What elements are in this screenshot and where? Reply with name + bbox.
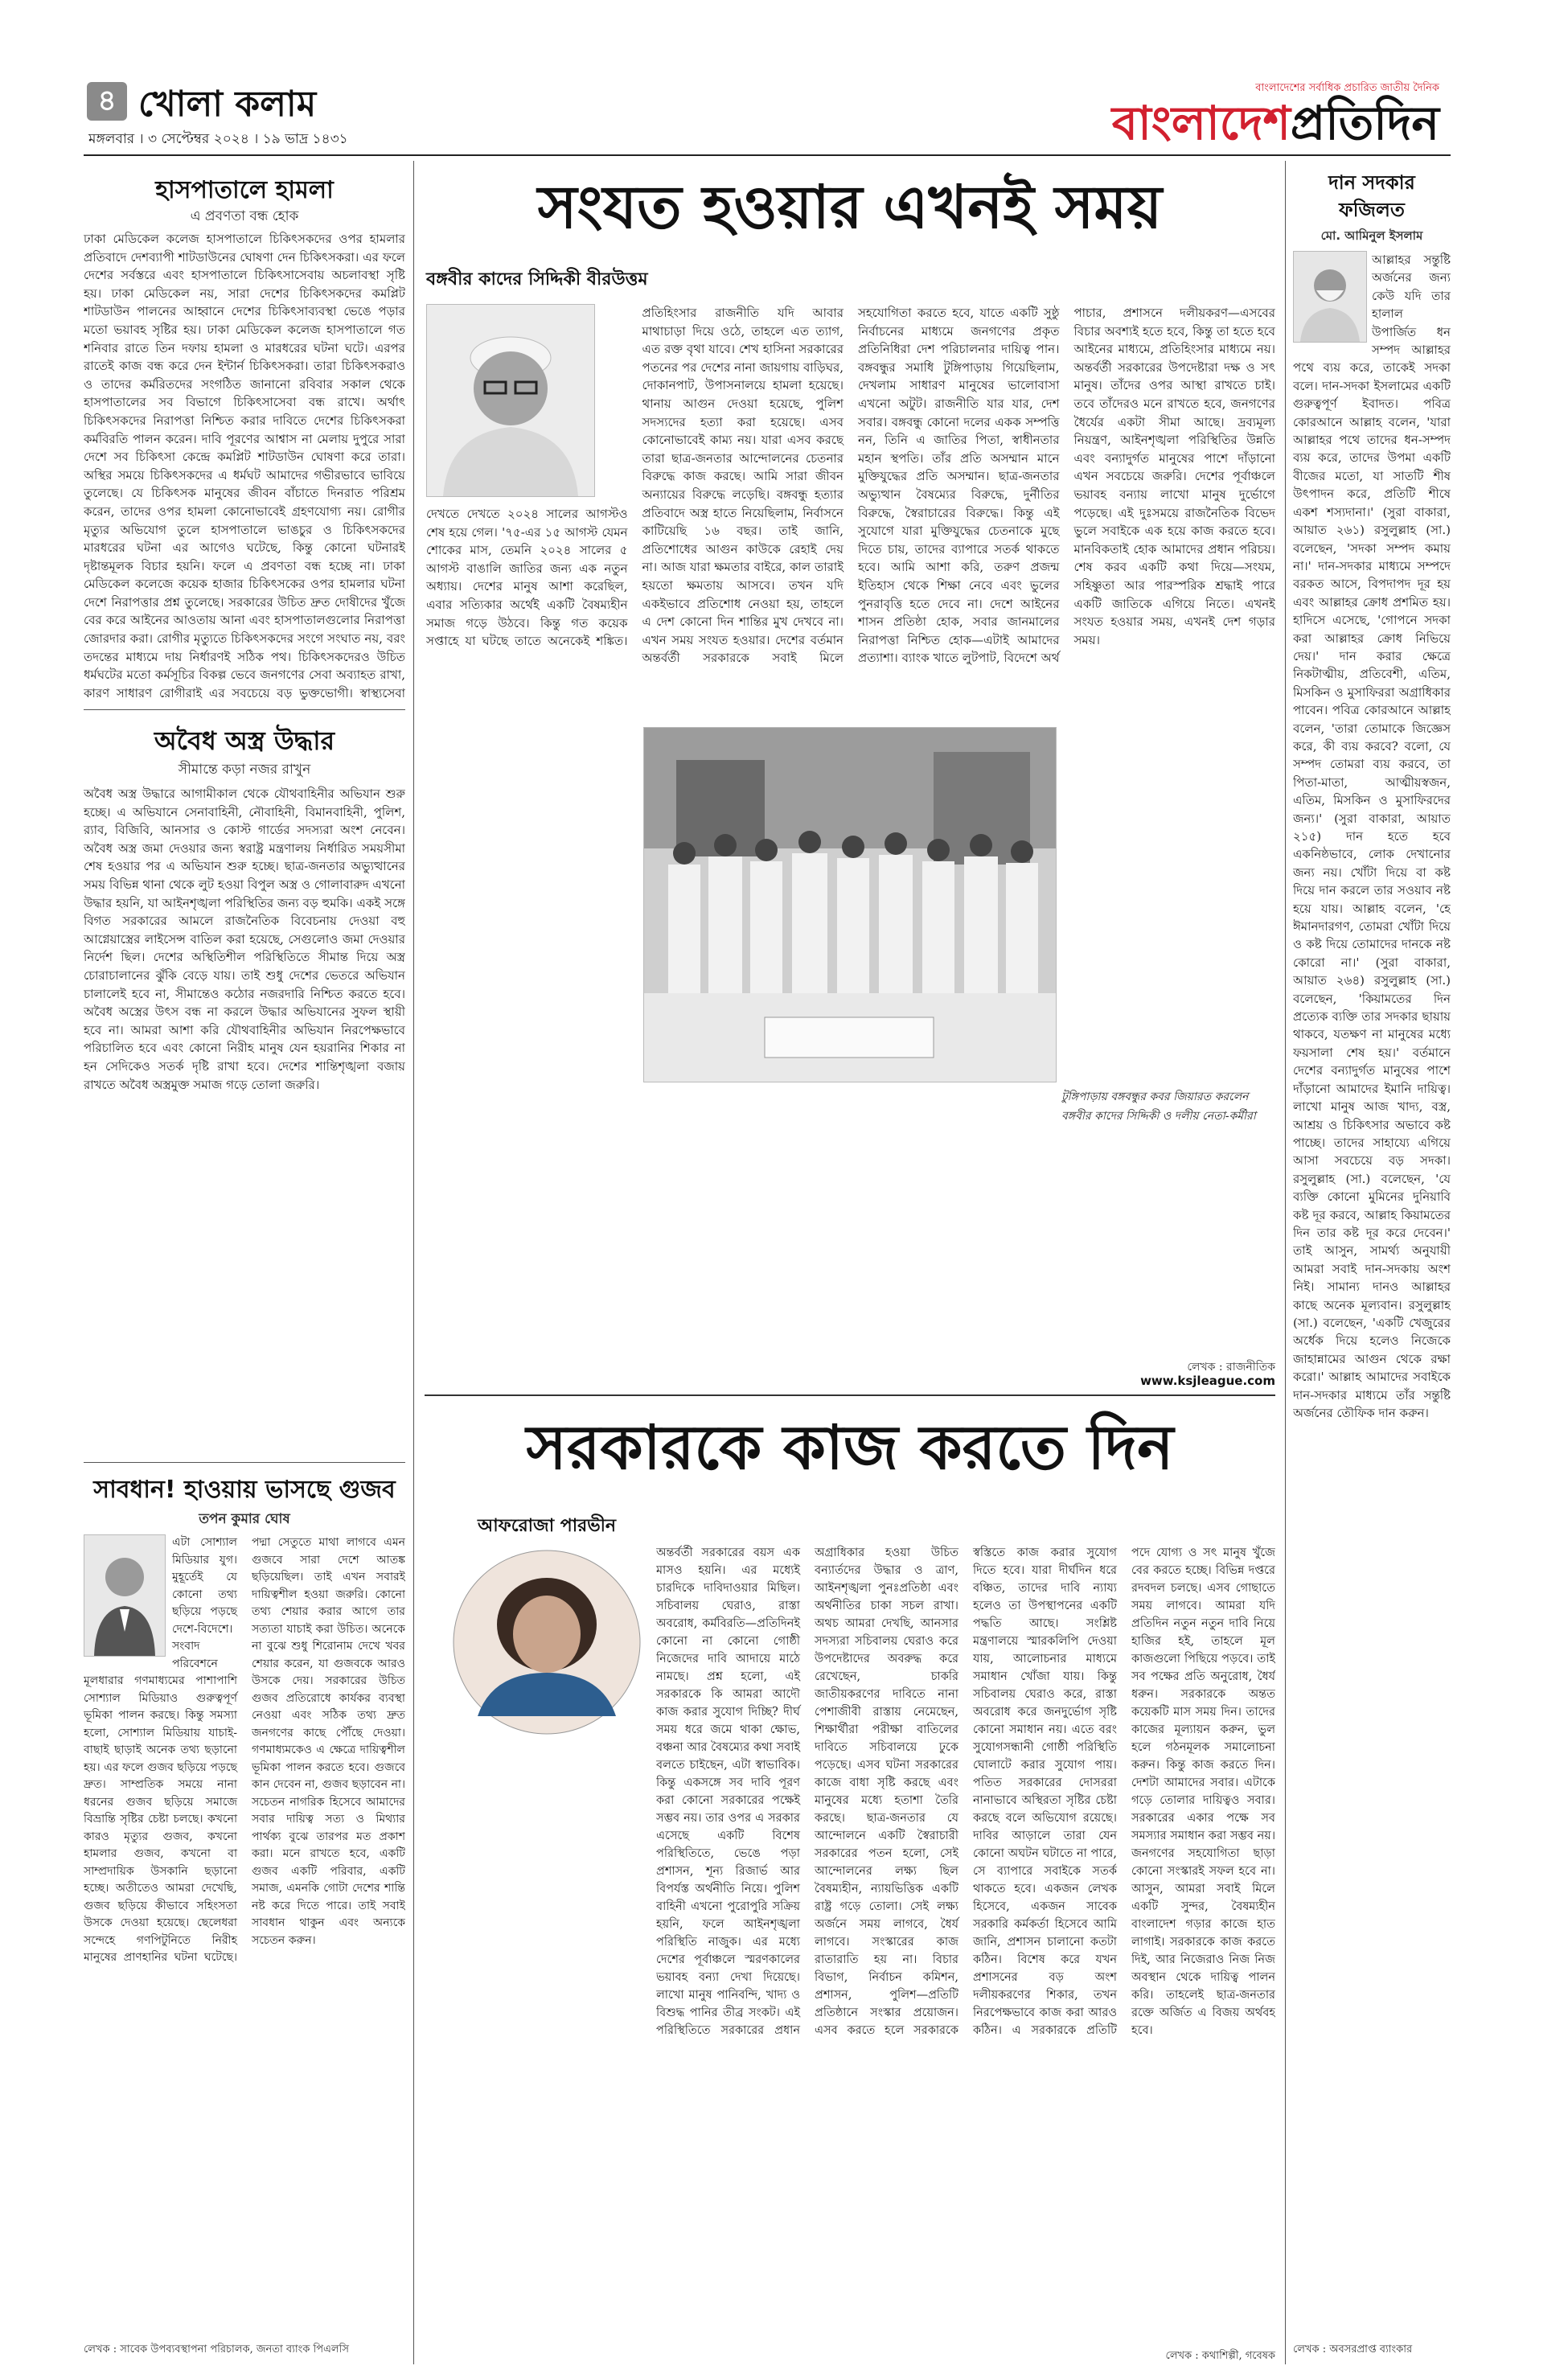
- article3-body: এটা সোশ্যাল মিডিয়ার যুগ। ম‍ুহূর্তেই যে কোনো তথ্য ছড়িয়ে পড়ছে দেশে-বিদেশে। সংবাদ পরিবেশনে মূলধারার গণমাধ্যমের পাশাপাশি সোশ্যাল মিডিয়াও গুরুত্বপূর্ণ ভূমিকা পালন করছে। কিন্তু সমস্যা হলো, সোশ্যাল মিডিয়ায় যাচাই-বাছাই ছাড়াই অনেক তথ্য ছড়ানো হয়। এর ফলে গুজব ছড়িয়ে পড়ছে দ্রুত। সাম্প্রতিক সময়ে নানা ধরনের গুজব ছড়িয়ে সমাজে বিভ্রান্তি সৃষ্টির চেষ্টা চলছে। কখনো কারও মৃত্যুর গুজব, কখনো হামলার গুজব, কখনো বা সাম্প্রদায়িক উসকানি ছড়ানো হচ্ছে। অতীতেও আমরা দেখেছি, গুজব ছড়িয়ে কীভাবে সহিংসতা উসকে দেওয়া হয়েছে। ছেলেধরা সন্দেহে গণপিটুনিতে নিরীহ মানুষের প্রাণহানির ঘটনা ঘটেছে। পদ্মা সেতুতে মাথা লাগবে এমন গুজবে সারা দেশে আতঙ্ক ছড়িয়েছিল। তাই এখন সবারই দায়িত্বশীল হওয়া জরুরি। কোনো তথ্য শেয়ার করার আগে তার সত্যতা যাচাই করা উচিত। অনেকে না বুঝে শুধু শিরোনাম দেখে খবর শেয়ার করেন, যা গুজবকে আরও উসকে দেয়। সরকারের উচিত গুজব প্রতিরোধে কার্যকর ব্যবস্থা নেওয়া এবং সঠিক তথ্য দ্রুত জনগণের কাছে পৌঁছে দেওয়া। গণমাধ্যমকেও এ ক্ষেত্রে দায়িত্বশীল ভূমিকা পালন করতে হবে। গুজবে কান দেবেন না, গুজব ছড়াবেন না। সচেতন নাগরিক হিসেবে আমাদের সবার দায়িত্ব সত্য ও মিথ্যার পার্থক্য বুঝে তারপর মত প্রকাশ করা। মনে রাখতে হবে, একটি গুজব একটি পরিবার, একটি সমাজ, এমনকি গোটা দেশের শান্তি নষ্ট করে দিতে পারে। তাই সবাই সাবধান থাকুন এবং অন্যকে সচেতন করুন।: [84, 1536, 405, 1964]
- top-author: বঙ্গবীর কাদের সিদ্দিকী বীরউত্তম: [426, 269, 648, 290]
- section-divider: [425, 1394, 1275, 1396]
- tungipara-photo: [643, 727, 1057, 1082]
- bottom-author: আফরোজা পারভীন: [478, 1516, 617, 1536]
- right-article-footer: লেখক : অবসরপ্রাপ্ত ব্যাংকার: [1293, 2343, 1413, 2356]
- right-article-author: মো. আমিনুল ইসলাম: [1320, 228, 1423, 243]
- author-photo-afroza-parvin: [450, 1547, 643, 1737]
- article2-title: অবৈধ অস্ত্র উদ্ধার: [154, 725, 335, 756]
- column-rule: [1285, 161, 1286, 2364]
- section-name: খোলা কলাম: [138, 84, 317, 125]
- paper-logo-part2: প্রতিদিন: [1290, 96, 1439, 150]
- right-article-body: আল্লাহর সন্তুষ্টি অর্জনের জন্য কেউ যদি তার হালাল উপার্জিত ধন সম্পদ আল্লাহর পথে ব্যয় করে, তাকেই সদকা বলে। দান-সদকা ইসলামের একটি গুরুত্বপূর্ণ ইবাদত। পবিত্র কোরআনে আল্লাহ বলেন, 'যারা আল্লাহর পথে তাদের ধন-সম্পদ ব্যয় করে, তাদের উপমা একটি বীজের মতো, যা সাতটি শীষ উৎপাদন করে, প্রতিটি শীষে একশ শস্যদানা।' (সুরা বাকারা, আয়াত ২৬১) রসুলুল্লাহ (সা.) বলেছেন, 'সদকা সম্পদ কমায় না।' দান-সদকার মাধ্যমে সম্পদে বরকত আসে, বিপদাপদ দূর হয় এবং আল্লাহর ক্রোধ প্রশমিত হয়। হাদিসে এসেছে, 'গোপনে সদকা করা আল্লাহর ক্রোধ নিভিয়ে দেয়।' দান করার ক্ষেত্রে নিকটাত্মীয়, প্রতিবেশী, এতিম, মিসকিন ও মুসাফিররা অগ্রাধিকার পাবেন। পবিত্র কোরআনে আল্লাহ বলেন, 'তারা তোমাকে জিজ্ঞেস করে, কী ব্যয় করবে? বলো, যে সম্পদ তোমরা ব্যয় করবে, তা পিতা-মাতা, আত্মীয়স্বজন, এতিম, মিসকিন ও মুসাফিরদের জন্য।' (সুরা বাকারা, আয়াত ২১৫) দান হতে হবে একনিষ্ঠভাবে, লোক দেখানোর জন্য নয়। খোঁটা দিয়ে বা কষ্ট দিয়ে দান করলে তার সওয়াব নষ্ট হয়ে যায়। আল্লাহ বলেন, 'হে ঈমানদারগণ, তোমরা খোঁটা দিয়ে ও কষ্ট দিয়ে তোমাদের দানকে নষ্ট কোরো না।' (সুরা বাকারা, আয়াত ২৬৪) রসুলুল্লাহ (সা.) বলেছেন, 'কিয়ামতের দিন প্রত্যেক ব্যক্তি তার সদকার ছায়ায় থাকবে, যতক্ষণ না মানুষের মধ্যে ফয়সালা শেষ হয়।' বর্তমানে দেশের বন্যাদুর্গত মানুষের পাশে দাঁড়ানো আমাদের ইমানি দায়িত্ব। লাখো মানুষ আজ খাদ্য, বস্ত্র, আশ্রয় ও চিকিৎসার অভাবে কষ্ট পাচ্ছে। তাদের সাহায্যে এগিয়ে আসা সবচেয়ে বড় সদকা। রসুলুল্লাহ (সা.) বলেছেন, 'যে ব্যক্তি কোনো মুমিনের দুনিয়াবি কষ্ট দূর করবে, আল্লাহ কিয়ামতের দিন তার কষ্ট দূর করে দেবেন।' তাই আসুন, সামর্থ্য অনুযায়ী আমরা সবাই দান-সদকায় অংশ নিই। সামান্য দানও আল্লাহর কাছে অনেক মূল্যবান। রসুলুল্লাহ (সা.) বলেছেন, 'একটি খেজুরের অর্ধেক দিয়ে হলেও নিজেকে জাহান্নামের আগুন থেকে রক্ষা করো।' আল্লাহ আমাদের সবাইকে দান-সদকার মাধ্যমে তাঁর সন্তুষ্টি অর্জনের তৌফিক দান করুন।: [1293, 253, 1451, 1420]
- article1-body: ঢাকা মেডিকেল কলেজ হাসপাতালে চিকিৎসকদের ওপর হামলার প্রতিবাদে দেশব্যাপী শাটডাউনের ঘোষণা দেন চিকিৎসকরা। এর ফলে দেশের সর্বস্তরে এবং হাসপাতালে চিকিৎসাসেবায় অচলাবস্থা সৃষ্টি হয়। ঢাকা মেডিকেল নয়, সারা দেশের চিকিৎসকদের কমপ্লিট শাটডাউন পালনের আহ্বানে দেশের চিকিৎসাব্যবস্থা ভেঙে পড়ার মতো ভয়াবহ সৃষ্টির হয়। ঢাকা মেডিকেল কলেজ হাসপাতালে গত শনিবার রাতে তিন দফায় হামলা ও মারধরের ঘটনা ঘটে। এরপর রাতেই কাজ বন্ধ করে দেন ইন্টার্ন চিকিৎসকরা। তারা চিকিৎসকরাও ও তাদের কর্মরিতদের সংগঠিত জানানো রবিবার সকাল থেকে হাসপাতালের সব বিভাগে চিকিৎসাসেবা বন্ধ রাখে। অর্থাৎ চিকিৎসকদের নিরাপত্তা নিশ্চিত করার দাবিতে দেশের চিকিৎসকরা কর্মবিরতি পালন করেন। দাবি পূরণের আশ্বাস না মেলায় দুপুরে সারা দেশে সব চিকিৎসা কেন্দ্রে কমপ্লিট শাটডাউন ঘোষণা করে তারা। অস্থির সময়ে চিকিৎসকদের এ ধর্মঘট আমাদের গভীরভাবে ভাবিয়ে তুলেছে। যে চিকিৎসক মানুষের জীবন বাঁচাতে দিনরাত পরিশ্রম করেন, তাদের ওপর হামলা কোনোভাবেই গ্রহণযোগ্য নয়। রোগীর মৃত্যুর অভিযোগ তুলে হাসপাতালে ভাঙচুর ও চিকিৎসকদের মারধরের ঘটনা এর আগেও ঘটেছে, কিন্তু কোনো ঘটনারই দৃষ্টান্তমূলক বিচার হয়নি। ফলে এ প্রবণতা বন্ধ হচ্ছে না। ঢাকা মেডিকেল কলেজে কয়েক হাজার চিকিৎসকের ওপর হামলার ঘটনা দেশে নিরাপত্তার প্রশ্ন তুলেছে। সরকারের উচিত দ্রুত দোষীদের খুঁজে বের করে আইনের আওতায় আনা এবং হাসপাতালগুলোর নিরাপত্তা জোরদার করা। রোগীর মৃত্যুতে চিকিৎসকদের সংগে সংঘাত নয়, বরং তদন্তের মাধ্যমে দায় নির্ধারণই সঠিক পথ। চিকিৎসকদেরও উচিত ধর্মঘটের মতো কর্মসূচির বিকল্প ভেবে জনগণের সেবা অব্যাহত রাখা, কারণ সাধারণ রোগীরাই এর সবচেয়ে বড় ভুক্তভোগী। স্বাস্থ্যসেবা: [84, 232, 405, 700]
- date-line: মঙ্গলবার । ৩ সেপ্টেম্বর ২০২৪ । ১৯ ভাদ্র ১৪৩১: [88, 131, 348, 147]
- article1-subtitle: এ প্রবণতা বন্ধ হোক: [190, 208, 299, 224]
- top-article-body: দেখতে দেখতে ২০২৪ সালের আগস্টও শেষ হয়ে গেল। '৭৫-এর ১৫ আগস্ট যেমন শোকের মাস, তেমনি ২০২৪ সালের ৫ আগস্ট বাঙালি জাতির জন্য এক নতুন অধ্যায়। দেশের মানুষ আশা করেছিল, এবার সত্যিকার অর্থেই একটি বৈষম্যহীন সমাজ গড়ে উঠবে। কিন্তু গত কয়েক সপ্তাহে যা ঘটছে তাতে অনেকেই শঙ্কিত। প্রতিহিংসার রাজনীতি যদি আবার মাথাচাড়া দিয়ে ওঠে, তাহলে এত ত্যাগ, এত রক্ত বৃথা যাবে। শেখ হাসিনা সরকারের পতনের পর দেশের নানা জায়গায় বাড়িঘর, দোকানপাট, উপাসনালয়ে হামলা হয়েছে। থানায় আগুন দেওয়া হয়েছে, পুলিশ সদস্যদের হত্যা করা হয়েছে। এসব কোনোভাবেই কাম্য নয়। যারা এসব করছে তারা ছাত্র-জনতার আন্দোলনের চেতনার বিরুদ্ধে কাজ করছে। আমি সারা জীবন অন্যায়ের বিরুদ্ধে লড়েছি। বঙ্গবন্ধু হত্যার প্রতিবাদে অস্ত্র হাতে নিয়েছিলাম, নির্বাসনে কাটিয়েছি ১৬ বছর। তাই জানি, প্রতিশোধের আগুন কাউকে রেহাই দেয় না। আজ যারা ক্ষমতার বাইরে, কাল তারাই হয়তো ক্ষমতায় আসবে। তখন যদি একইভাবে প্রতিশোধ নেওয়া হয়, তাহলে এ দেশ কোনো দিন শান্তির মুখ দেখবে না। এখন সময় সংযত হওয়ার। দেশের বর্তমান অন্তর্বর্তী সরকারকে সবাই মিলে সহযোগিতা করতে হবে, যাতে একটি সুষ্ঠু নির্বাচনের মাধ্যমে জনগণের প্রকৃত প্রতিনিধিরা দেশ পরিচালনার দায়িত্ব পান। বঙ্গবন্ধুর সমাধি টুঙ্গিপাড়ায় গিয়েছিলাম, দেখলাম সাধারণ মানুষের ভালোবাসা এখনো অটুট। রাজনীতি যার যার, দেশ সবার। বঙ্গবন্ধু কোনো দলের একক সম্পত্তি নন, তিনি এ জাতির পিতা, স্বাধীনতার মহান স্থপতি। তাঁর প্রতি অসম্মান মানে মুক্তিযুদ্ধের প্রতি অসম্মান। ছাত্র-জনতার অভ্যুত্থান বৈষম্যের বিরুদ্ধে, দুর্নীতির বিরুদ্ধে, স্বৈরাচারের বিরুদ্ধে। কিন্তু এই সুযোগে যারা মুক্তিযুদ্ধের চেতনাকে মুছে দিতে চায়, তাদের ব্যাপারে সতর্ক থাকতে হবে। আমি আশা করি, তরুণ প্রজন্ম ইতিহাস থেকে শিক্ষা নেবে এবং ভুলের পুনরাবৃত্তি হতে দেবে না। দেশে আইনের শাসন প্রতিষ্ঠা হোক, সবার জানমালের নিরাপত্তা নিশ্চিত হোক—এটাই আমাদের প্রত্যাশা। ব্যাংক খাতে লুটপাট, বিদেশে অর্থ পাচার, প্রশাসনে দলীয়করণ—এসবের বিচার অবশ্যই হতে হবে, কিন্তু তা হতে হবে আইনের মাধ্যমে, প্রতিহিংসার মাধ্যমে নয়। অন্তর্বর্তী সরকারের উপদেষ্টারা দক্ষ ও সৎ মানুষ। তাঁদের ওপর আস্থা রাখতে চাই। তবে তাঁদেরও মনে রাখতে হবে, জনগণের ধৈর্যের একটা সীমা আছে। দ্রব্যমূল্য নিয়ন্ত্রণ, আইনশৃঙ্খলা পরিস্থিতির উন্নতি এবং বন্যাদুর্গত মানুষের পাশে দাঁড়ানো এখন সবচেয়ে জরুরি। দেশের পূর্বাঞ্চলে ভয়াবহ বন্যায় লাখো মানুষ দুর্ভোগে পড়েছে। এই দুঃসময়ে রাজনৈতিক বিভেদ ভুলে সবাইকে এক হয়ে কাজ করতে হবে। মানবিকতাই হোক আমাদের প্রধান পরিচয়। শেষ করব একটি কথা দিয়ে—সংযম, সহিষ্ণুতা আর পারস্পরিক শ্রদ্ধাই পারে একটি জাতিকে এগিয়ে নিতে। এখনই সংযত হওয়ার সময়, এখনই দেশ গড়ার সময়।: [426, 306, 1275, 666]
- divider: [84, 1462, 405, 1463]
- wrap-spacer: [1293, 251, 1372, 346]
- bottom-article-footer: লেখক : কথাশিল্পী, গবেষক: [1165, 2350, 1275, 2362]
- top-article-footer: লেখক : রাজনীতিক: [1187, 1361, 1275, 1374]
- paper-tagline: বাংলাদেশের সর্বাধিক প্রচারিত জাতীয় দৈনিক: [1255, 82, 1439, 94]
- masthead-rule: [84, 154, 1451, 156]
- paper-logo-part1: বাংলাদেশ: [1111, 96, 1291, 150]
- divider: [84, 709, 405, 710]
- right-article-title: দান সদকার ফজিলত: [1328, 171, 1415, 221]
- page-number: ৪: [97, 84, 117, 117]
- wrap-spacer: [426, 304, 600, 505]
- bottom-headline: সরকারকে কাজ করতে দিন: [526, 1411, 1174, 1483]
- wrap-spacer: [84, 1534, 172, 1661]
- article2-body: অবৈধ অস্ত্র উদ্ধারে আগামীকাল থেকে যৌথবাহিনীর অভিযান শুরু হচ্ছে। এ অভিযানে সেনাবাহিনী, নৌবাহিনী, বিমানবাহিনী, পুলিশ, র‍্যাব, বিজিবি, আনসার ও কোস্ট গার্ডের সদস্যরা অংশ নেবেন। অবৈধ অস্ত্র জমা দেওয়ার জন্য স্বরাষ্ট্র মন্ত্রণালয় নির্ধারিত সময়সীমা শেষ হওয়ার পর এ অভিযান শুরু হচ্ছে। ছাত্র-জনতার অভ্যুত্থানের সময় বিভিন্ন থানা থেকে লুট হওয়া বিপুল অস্ত্র ও গোলাবারুদ এখনো উদ্ধার হয়নি, যা আইনশৃঙ্খলা পরিস্থিতির জন্য বড় হুমকি। একই সঙ্গে বিগত সরকারের আমলে রাজনৈতিক বিবেচনায় দেওয়া বহু আগ্নেয়াস্ত্রের লাইসেন্স বাতিল করা হয়েছে, সেগুলোও জমা দেওয়ার নির্দেশ ছিল। দেশের অস্থিতিশীল পরিস্থিতিতে সীমান্ত দিয়ে অস্ত্র চোরাচালানের ঝুঁকি বেড়ে যায়। তাই শুধু দেশের ভেতরে অভিযান চালালেই হবে না, সীমান্তেও কঠোর নজরদারি নিশ্চিত করতে হবে। অবৈধ অস্ত্রের উৎস বন্ধ না করলে উদ্ধার অভিযানের সুফল স্থায়ী হবে না। আমরা আশা করি যৌথবাহিনীর অভিযান নিরপেক্ষভাবে পরিচালিত হবে এবং কোনো নিরীহ মানুষ যেন হয়রানির শিকার না হন সেদিকেও সতর্ক দৃষ্টি রাখা হবে। দেশের শান্তিশৃঙ্খলা বজায় রাখতে অবৈধ অস্ত্রমুক্ত সমাজ গড়ে তোলা জরুরি।: [84, 787, 405, 1092]
- top-headline: সংযত হওয়ার এখনই সময়: [537, 173, 1163, 242]
- article3-footer: লেখক : সাবেক উপব্যবস্থাপনা পরিচালক, জনতা ব্যাংক পিএলসি: [84, 2343, 349, 2356]
- left-column: [84, 161, 405, 2364]
- page-number-badge: [87, 82, 127, 121]
- bottom-article-body: অন্তর্বর্তী সরকারের বয়স এক মাসও হয়নি। এর মধ্যেই চারদিকে দাবিদাওয়ার মিছিল। সচিবালয় ঘেরাও, রাস্তা অবরোধ, কর্মবিরতি—প্রতিদিনই কোনো না কোনো গোষ্ঠী নিজেদের দাবি আদায়ে মাঠে নামছে। প্রশ্ন হলো, এই সরকারকে কি আমরা আদৌ কাজ করার সুযোগ দিচ্ছি? দীর্ঘ সময় ধরে জমে থাকা ক্ষোভ, বঞ্চনা আর বৈষম্যের কথা সবাই বলতে চাইছেন, এটা স্বাভাবিক। কিন্তু একসঙ্গে সব দাবি পূরণ করা কোনো সরকারের পক্ষেই সম্ভব নয়। তার ওপর এ সরকার এসেছে একটি বিশেষ পরিস্থিতিতে, ভেঙে পড়া প্রশাসন, শূন্য রিজার্ভ আর বিপর্যস্ত অর্থনীতি নিয়ে। পুলিশ বাহিনী এখনো পুরোপুরি সক্রিয় হয়নি, ফলে আইনশৃঙ্খলা পরিস্থিতি নাজুক। এর মধ্যে দেশের পূর্বাঞ্চলে স্মরণকালের ভয়াবহ বন্যা দেখা দিয়েছে। লাখো মানুষ পানিবন্দি, খাদ্য ও বিশুদ্ধ পানির তীব্র সংকট। এই পরিস্থিতিতে সরকারের প্রধান অগ্রাধিকার হওয়া উচিত বন্যার্তদের উদ্ধার ও ত্রাণ, আইনশৃঙ্খলা পুনঃপ্রতিষ্ঠা এবং অর্থনীতির চাকা সচল রাখা। অথচ আমরা দেখছি, আনসার সদস্যরা সচিবালয় ঘেরাও করে উপদেষ্টাদের অবরুদ্ধ করে রেখেছেন, চাকরি জাতীয়করণের দাবিতে নানা পেশাজীবী রাস্তায় নেমেছেন, শিক্ষার্থীরা পরীক্ষা বাতিলের দাবিতে সচিবালয়ে ঢুকে পড়েছে। এসব ঘটনা সরকারের কাজে বাধা সৃষ্টি করছে এবং মানুষের মধ্যে হতাশা তৈরি করছে। ছাত্র-জনতার যে আন্দোলনে একটি স্বৈরাচারী সরকারের পতন হলো, সেই আন্দোলনের লক্ষ্য ছিল বৈষম্যহীন, ন্যায়ভিত্তিক একটি রাষ্ট্র গড়ে তোলা। সেই লক্ষ্য অর্জনে সময় লাগবে, ধৈর্য লাগবে। সংস্কারের কাজ রাতারাতি হয় না। বিচার বিভাগ, নির্বাচন কমিশন, প্রশাসন, পুলিশ—প্রতিটি প্রতিষ্ঠানে সংস্কার প্রয়োজন। এসব করতে হলে সরকারকে স্বস্তিতে কাজ করার সুযোগ দিতে হবে। যারা দীর্ঘদিন ধরে বঞ্চিত, তাদের দাবি ন্যায্য হলেও তা উপস্থাপনের একটি পদ্ধতি আছে। সংশ্লিষ্ট মন্ত্রণালয়ে স্মারকলিপি দেওয়া যায়, আলোচনার মাধ্যমে সমাধান খোঁজা যায়। কিন্তু সচিবালয় ঘেরাও করে, রাস্তা অবরোধ করে জনদুর্ভোগ সৃষ্টি কোনো সমাধান নয়। এতে বরং সুযোগসন্ধানী গোষ্ঠী পরিস্থিতি ঘোলাটে করার সুযোগ পায়। পতিত সরকারের দোসররা নানাভাবে অস্থিরতা সৃষ্টির চেষ্টা করছে বলে অভিযোগ রয়েছে। দাবির আড়ালে তারা যেন কোনো অঘটন ঘটাতে না পারে, সে ব্যাপারে সবাইকে সতর্ক থাকতে হবে। একজন লেখক হিসেবে, একজন সাবেক সরকারি কর্মকর্তা হিসেবে আমি জানি, প্রশাসন চালানো কতটা কঠিন। বিশেষ করে যখন প্রশাসনের বড় অংশ দলীয়করণের শিকার, তখন নিরপেক্ষভাবে কাজ করা আরও কঠিন। এ সরকারকে প্রতিটি পদে যোগ্য ও সৎ মানুষ খুঁজে বের করতে হচ্ছে। বিভিন্ন দপ্তরে রদবদল চলছে। এসব গোছাতে সময় লাগবে। আমরা যদি প্রতিদিন নতুন নতুন দাবি নিয়ে হাজির হই, তাহলে মূল কাজগুলো পিছিয়ে পড়বে। তাই সব পক্ষের প্রতি অনুরোধ, ধৈর্য ধরুন। সরকারকে অন্তত কয়েকটি মাস সময় দিন। তাদের কাজের মূল্যায়ন করুন, ভুল হলে গঠনমূলক সমালোচনা করুন। কিন্তু কাজ করতে দিন। দেশটা আমাদের সবার। এটাকে গড়ে তোলার দায়িত্বও সবার। সরকারের একার পক্ষে সব সমস্যার সমাধান করা সম্ভব নয়। জনগণের সহযোগিতা ছাড়া কোনো সংস্কারই সফল হবে না। আসুন, আমরা সবাই মিলে একটি সুন্দর, বৈষম্যহীন বাংলাদেশ গড়ার কাজে হাত লাগাই। সরকারকে কাজ করতে দিই, আর নিজেরাও নিজ নিজ অবস্থান থেকে দায়িত্ব পালন করি। তাহলেই ছাত্র-জনতার রক্তে অর্জিত এ বিজয় অর্থবহ হবে।: [656, 1546, 1275, 2037]
- photo-caption: টুঙ্গিপাড়ায় বঙ্গবন্ধুর কবর জিয়ারত করলেন বঙ্গবীর কাদের সিদ্দিকী ও দলীয় নেতা-কর্মীরা: [1061, 1090, 1256, 1123]
- column-rule: [413, 161, 414, 2364]
- article3-author: তপন কুমার ঘোষ: [199, 1511, 290, 1527]
- paper-logo: [1094, 95, 1439, 151]
- right-column: [1293, 161, 1451, 2364]
- article1-title: হাসপাতালে হামলা: [155, 176, 334, 204]
- article3-title: সাবধান! হাওয়ায় ভাসছে গুজব: [93, 1476, 396, 1504]
- website-link[interactable]: www.ksjleague.com: [1140, 1374, 1275, 1388]
- article2-subtitle: সীমান্তে কড়া নজর রাখুন: [178, 762, 311, 778]
